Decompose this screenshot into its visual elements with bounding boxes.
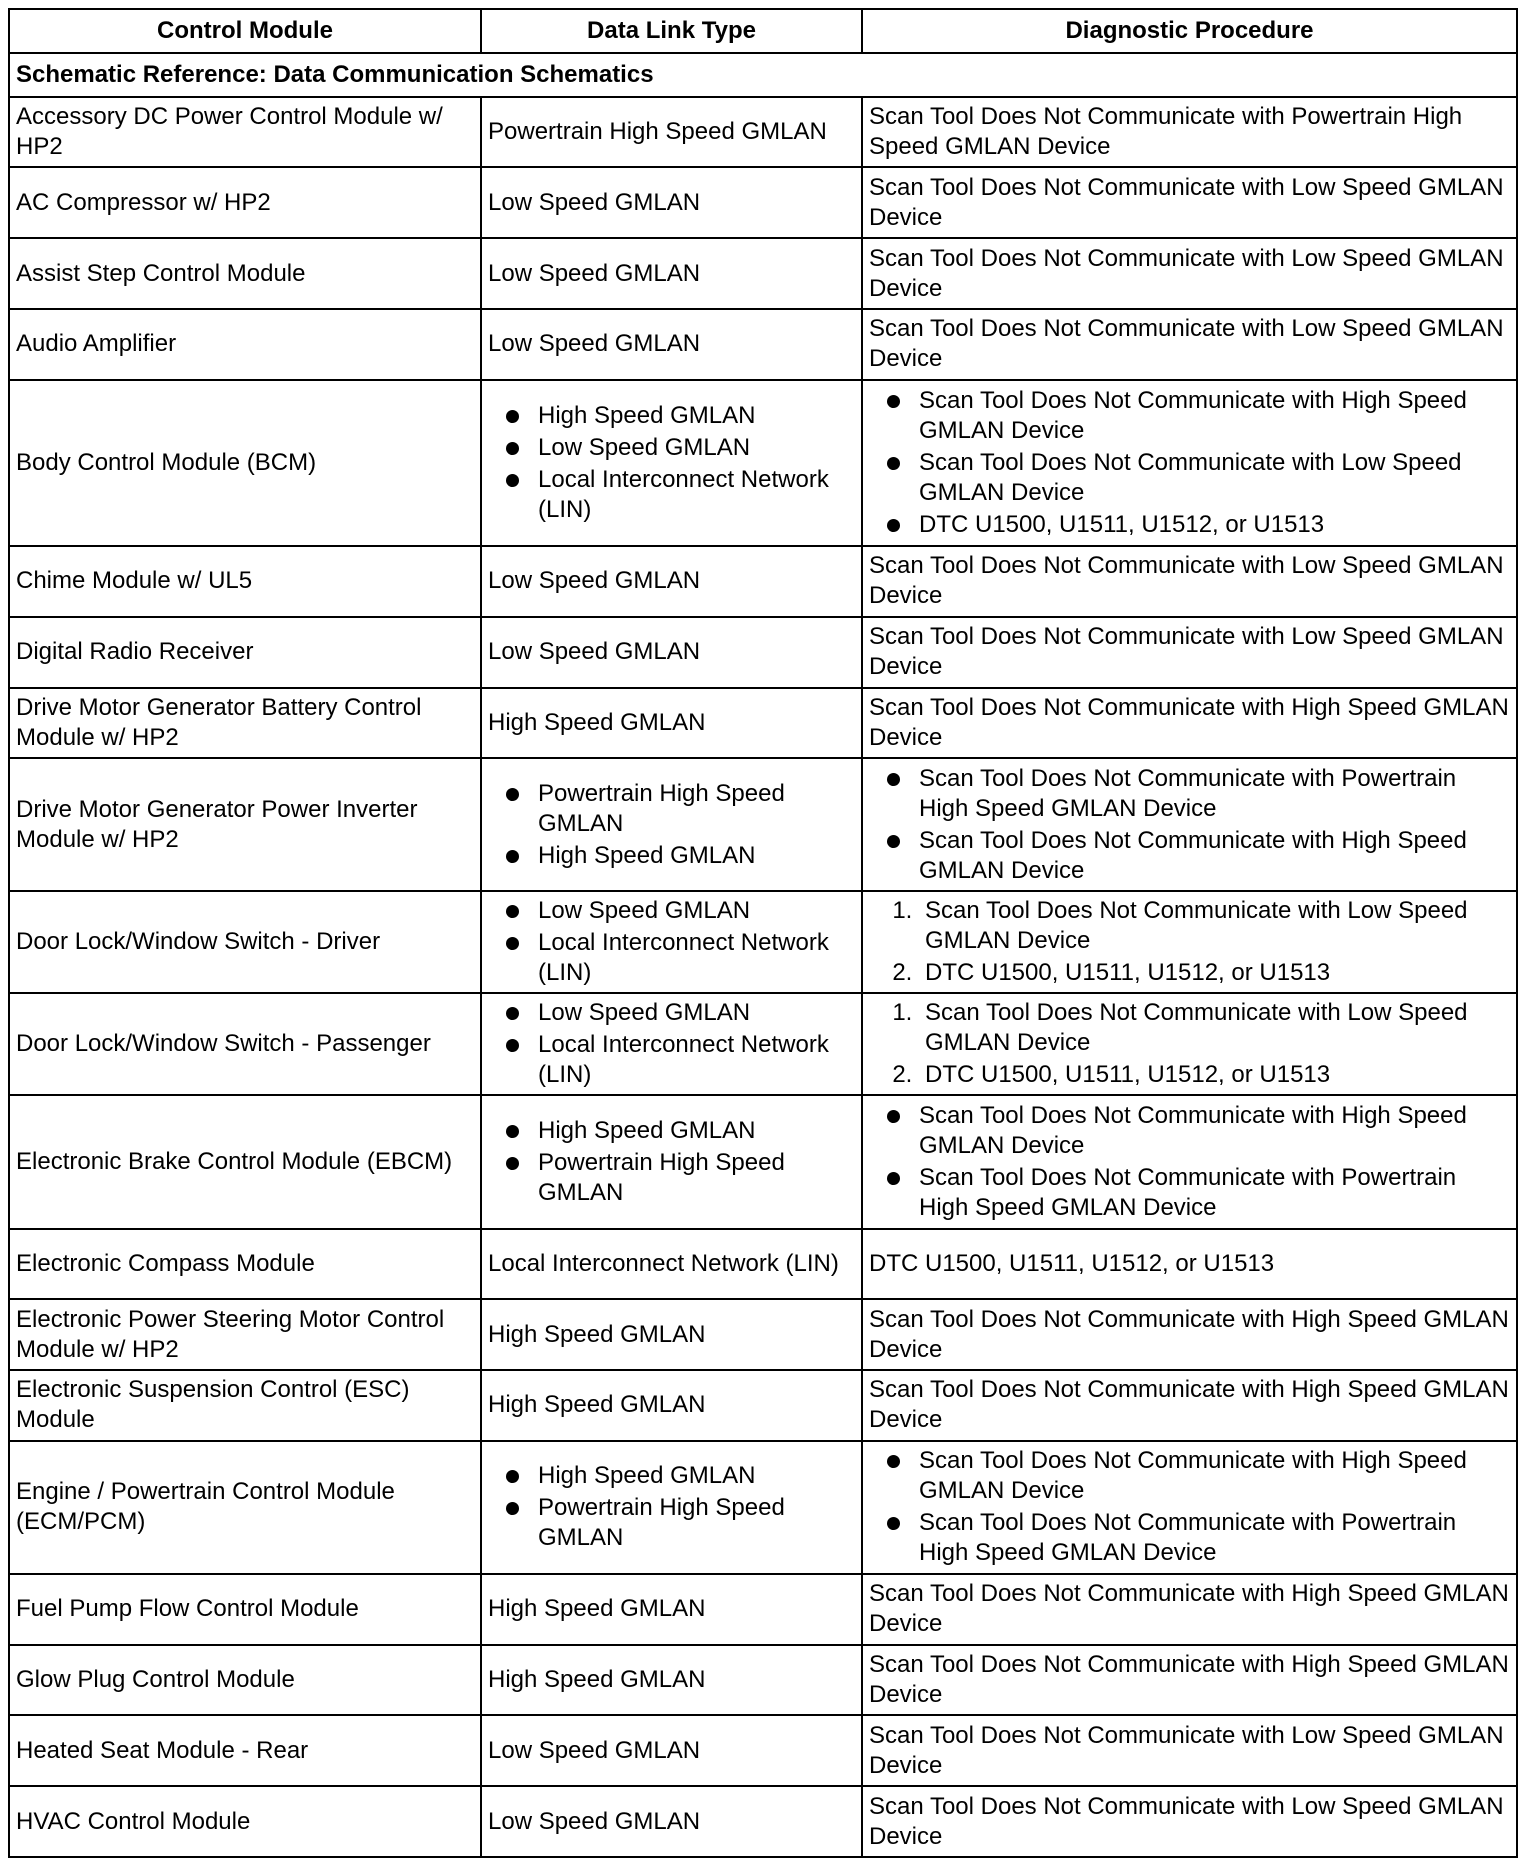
table-row xyxy=(9,758,1517,891)
control-module-cell: Electronic Suspension Control (ESC) Module xyxy=(9,1370,481,1441)
data-link-item: High Speed GMLAN xyxy=(538,1116,855,1146)
data-link-item: High Speed GMLAN xyxy=(538,1461,855,1491)
table-row xyxy=(9,688,1517,759)
data-link-cell: Low Speed GMLAN xyxy=(481,546,862,617)
data-link-item: Local Interconnect Network (LIN) xyxy=(538,1030,855,1090)
control-module-table xyxy=(8,8,1518,1858)
data-link-list xyxy=(488,1461,855,1553)
diagnostic-procedure-cell xyxy=(862,891,1517,993)
diagnostic-procedure-cell xyxy=(862,993,1517,1095)
table-row xyxy=(9,1574,1517,1645)
header-diagnostic-procedure: Diagnostic Procedure xyxy=(862,9,1517,53)
data-link-list xyxy=(488,1116,855,1208)
data-link-cell xyxy=(481,1095,862,1228)
data-link-cell: Low Speed GMLAN xyxy=(481,1786,862,1857)
control-module-cell: AC Compressor w/ HP2 xyxy=(9,167,481,238)
diagnostic-procedure-item: Scan Tool Does Not Communicate with High Speed GMLAN Device xyxy=(919,826,1510,886)
data-link-cell: Low Speed GMLAN xyxy=(481,617,862,688)
data-link-cell: High Speed GMLAN xyxy=(481,688,862,759)
diagnostic-procedure-list xyxy=(869,1101,1510,1223)
table-row xyxy=(9,1786,1517,1857)
table-row xyxy=(9,1441,1517,1574)
data-link-cell: Low Speed GMLAN xyxy=(481,1715,862,1786)
control-module-cell: Digital Radio Receiver xyxy=(9,617,481,688)
table-row xyxy=(9,891,1517,993)
header-row xyxy=(9,9,1517,53)
data-link-item: Powertrain High Speed GMLAN xyxy=(538,1493,855,1553)
control-module-cell: Assist Step Control Module xyxy=(9,238,481,309)
table-row xyxy=(9,238,1517,309)
control-module-cell: Heated Seat Module - Rear xyxy=(9,1715,481,1786)
table-row xyxy=(9,1370,1517,1441)
diagnostic-procedure-item: Scan Tool Does Not Communicate with High Speed GMLAN Device xyxy=(919,386,1510,446)
diagnostic-procedure-item: 1. Scan Tool Does Not Communicate with Low Speed GMLAN Device xyxy=(919,998,1510,1058)
diagnostic-procedure-item: Scan Tool Does Not Communicate with Low Speed GMLAN Device xyxy=(919,448,1510,508)
data-link-cell: High Speed GMLAN xyxy=(481,1645,862,1716)
data-link-cell: Powertrain High Speed GMLAN xyxy=(481,97,862,168)
schematic-reference: Schematic Reference: Data Communication Schematics xyxy=(9,53,1517,97)
data-link-cell xyxy=(481,993,862,1095)
data-link-cell xyxy=(481,891,862,993)
data-link-list xyxy=(488,779,855,871)
header-control-module: Control Module xyxy=(9,9,481,53)
diagnostic-procedure-item: Scan Tool Does Not Communicate with Powertrain High Speed GMLAN Device xyxy=(919,1508,1510,1568)
diagnostic-procedure-list xyxy=(869,386,1510,540)
diagnostic-procedure-cell: Scan Tool Does Not Communicate with Low Speed GMLAN Device xyxy=(862,546,1517,617)
data-link-item: High Speed GMLAN xyxy=(538,401,855,431)
diagnostic-procedure-cell: Scan Tool Does Not Communicate with High Speed GMLAN Device xyxy=(862,1370,1517,1441)
data-link-item: Powertrain High Speed GMLAN xyxy=(538,779,855,839)
table-row xyxy=(9,993,1517,1095)
table-row xyxy=(9,1299,1517,1370)
control-module-cell: Door Lock/Window Switch - Passenger xyxy=(9,993,481,1095)
data-link-item: Low Speed GMLAN xyxy=(538,896,855,926)
data-link-list xyxy=(488,896,855,988)
data-link-cell: Low Speed GMLAN xyxy=(481,238,862,309)
diagnostic-procedure-item: 1. Scan Tool Does Not Communicate with Low Speed GMLAN Device xyxy=(919,896,1510,956)
data-link-list xyxy=(488,401,855,525)
diagnostic-procedure-list xyxy=(869,896,1510,988)
data-link-list xyxy=(488,998,855,1090)
diagnostic-procedure-cell: Scan Tool Does Not Communicate with High Speed GMLAN Device xyxy=(862,1574,1517,1645)
diagnostic-procedure-cell: Scan Tool Does Not Communicate with Low Speed GMLAN Device xyxy=(862,1786,1517,1857)
control-module-cell: Engine / Powertrain Control Module (ECM/PCM) xyxy=(9,1441,481,1574)
diagnostic-procedure-item: Scan Tool Does Not Communicate with High Speed GMLAN Device xyxy=(919,1446,1510,1506)
table-row xyxy=(9,380,1517,546)
table-row xyxy=(9,309,1517,380)
diagnostic-procedure-list xyxy=(869,764,1510,886)
data-link-cell: Low Speed GMLAN xyxy=(481,309,862,380)
table-row xyxy=(9,1095,1517,1228)
data-link-cell xyxy=(481,758,862,891)
diagnostic-procedure-cell: Scan Tool Does Not Communicate with Low Speed GMLAN Device xyxy=(862,238,1517,309)
control-module-cell: Chime Module w/ UL5 xyxy=(9,546,481,617)
data-link-item: High Speed GMLAN xyxy=(538,841,855,871)
control-module-cell: Body Control Module (BCM) xyxy=(9,380,481,546)
diagnostic-procedure-item: Scan Tool Does Not Communicate with Powertrain High Speed GMLAN Device xyxy=(919,1163,1510,1223)
diagnostic-procedure-cell: Scan Tool Does Not Communicate with High Speed GMLAN Device xyxy=(862,688,1517,759)
diagnostic-procedure-cell: Scan Tool Does Not Communicate with Low Speed GMLAN Device xyxy=(862,617,1517,688)
diagnostic-procedure-item: Scan Tool Does Not Communicate with High Speed GMLAN Device xyxy=(919,1101,1510,1161)
table-row xyxy=(9,97,1517,168)
data-link-cell: Low Speed GMLAN xyxy=(481,167,862,238)
table-body xyxy=(9,53,1517,1857)
diagnostic-procedure-cell: Scan Tool Does Not Communicate with Low Speed GMLAN Device xyxy=(862,309,1517,380)
control-module-cell: Drive Motor Generator Battery Control Module w/ HP2 xyxy=(9,688,481,759)
diagnostic-procedure-item: 2. DTC U1500, U1511, U1512, or U1513 xyxy=(919,1060,1510,1090)
control-module-cell: Audio Amplifier xyxy=(9,309,481,380)
diagnostic-procedure-cell xyxy=(862,758,1517,891)
control-module-cell: Electronic Compass Module xyxy=(9,1229,481,1300)
data-link-item: Local Interconnect Network (LIN) xyxy=(538,928,855,988)
diagnostic-procedure-cell: DTC U1500, U1511, U1512, or U1513 xyxy=(862,1229,1517,1300)
control-module-cell: Glow Plug Control Module xyxy=(9,1645,481,1716)
control-module-cell: HVAC Control Module xyxy=(9,1786,481,1857)
table-row xyxy=(9,167,1517,238)
diagnostic-procedure-cell xyxy=(862,1095,1517,1228)
control-module-cell: Electronic Power Steering Motor Control Module w/ HP2 xyxy=(9,1299,481,1370)
table-row xyxy=(9,1229,1517,1300)
diagnostic-procedure-cell xyxy=(862,380,1517,546)
table-row xyxy=(9,1715,1517,1786)
diagnostic-procedure-cell xyxy=(862,1441,1517,1574)
data-link-cell: High Speed GMLAN xyxy=(481,1370,862,1441)
data-link-item: Low Speed GMLAN xyxy=(538,998,855,1028)
diagnostic-procedure-item: Scan Tool Does Not Communicate with Powertrain High Speed GMLAN Device xyxy=(919,764,1510,824)
diagnostic-procedure-item: 2. DTC U1500, U1511, U1512, or U1513 xyxy=(919,958,1510,988)
control-module-cell: Electronic Brake Control Module (EBCM) xyxy=(9,1095,481,1228)
table-row xyxy=(9,546,1517,617)
data-link-item: Low Speed GMLAN xyxy=(538,433,855,463)
data-link-cell xyxy=(481,1441,862,1574)
diagnostic-procedure-cell: Scan Tool Does Not Communicate with High Speed GMLAN Device xyxy=(862,1299,1517,1370)
data-link-cell: High Speed GMLAN xyxy=(481,1299,862,1370)
control-module-cell: Accessory DC Power Control Module w/ HP2 xyxy=(9,97,481,168)
schematic-reference-row xyxy=(9,53,1517,97)
diagnostic-procedure-list xyxy=(869,998,1510,1090)
control-module-cell: Fuel Pump Flow Control Module xyxy=(9,1574,481,1645)
diagnostic-procedure-cell: Scan Tool Does Not Communicate with Low Speed GMLAN Device xyxy=(862,167,1517,238)
diagnostic-procedure-cell: Scan Tool Does Not Communicate with Powertrain High Speed GMLAN Device xyxy=(862,97,1517,168)
data-link-cell xyxy=(481,380,862,546)
data-link-cell: Local Interconnect Network (LIN) xyxy=(481,1229,862,1300)
control-module-cell: Drive Motor Generator Power Inverter Module w/ HP2 xyxy=(9,758,481,891)
data-link-item: Powertrain High Speed GMLAN xyxy=(538,1148,855,1208)
control-module-cell: Door Lock/Window Switch - Driver xyxy=(9,891,481,993)
header-data-link-type: Data Link Type xyxy=(481,9,862,53)
data-link-item: Local Interconnect Network (LIN) xyxy=(538,465,855,525)
diagnostic-procedure-list xyxy=(869,1446,1510,1568)
table-row xyxy=(9,617,1517,688)
table-row xyxy=(9,1645,1517,1716)
diagnostic-procedure-cell: Scan Tool Does Not Communicate with High Speed GMLAN Device xyxy=(862,1645,1517,1716)
diagnostic-procedure-item: DTC U1500, U1511, U1512, or U1513 xyxy=(919,510,1510,540)
data-link-cell: High Speed GMLAN xyxy=(481,1574,862,1645)
diagnostic-procedure-cell: Scan Tool Does Not Communicate with Low Speed GMLAN Device xyxy=(862,1715,1517,1786)
